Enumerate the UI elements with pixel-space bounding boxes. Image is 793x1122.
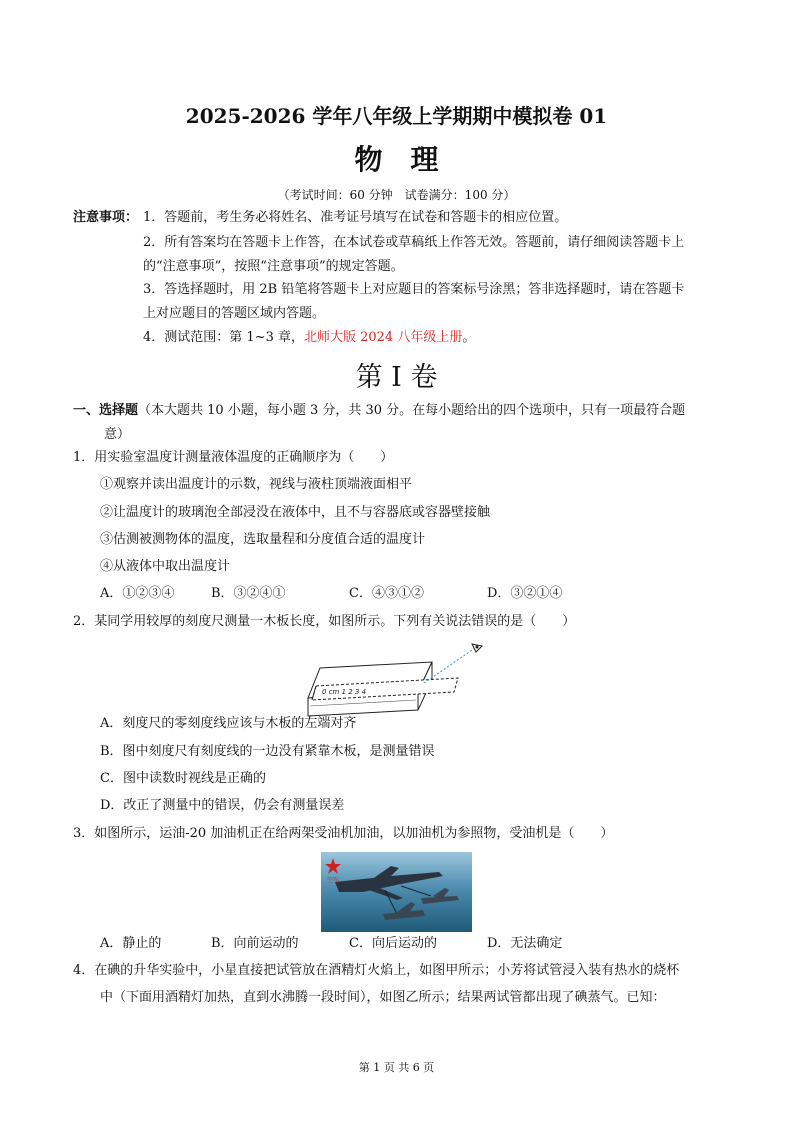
notice-item-3-line-2: 上对应题目的答题区域内答题。 <box>143 306 326 321</box>
notice-item-2-line-2: 的“注意事项”，按照“注意事项”的规定答题。 <box>143 259 404 274</box>
volume-title: 第 I 卷 <box>355 362 438 393</box>
question-3-option-c: C．向后运动的 <box>349 936 437 951</box>
notice-item-2-line-1: 2．所有答案均在答题卡上作答，在本试卷或草稿纸上作答无效。答题前，请仔细阅读答题卡上 <box>143 235 685 250</box>
question-1-stem: 1．用实验室温度计测量液体温度的正确顺序为（ ） <box>73 450 394 465</box>
refueling-photo <box>321 852 472 932</box>
question-1-step-2: ②让温度计的玻璃泡全部浸没在液体中，且不与容器底或容器壁接触 <box>100 505 491 520</box>
question-2-option-b: B．图中刻度尺有刻度线的一边没有紧靠木板，是测量错误 <box>100 744 435 759</box>
ruler-figure <box>306 640 488 720</box>
section-description: （本大题共 10 小题，每小题 3 分，共 30 分。在每小题给出的四个选项中，只有一项最符合题 <box>138 403 686 418</box>
section-heading-label: 一、选择题 <box>73 403 139 418</box>
logo-text: 空军 <box>327 877 340 884</box>
notice-item-4-suffix: 。 <box>462 330 476 345</box>
question-3-stem: 3．如图所示，运油-20 加油机正在给两架受油机加油，以加油机为参照物，受油机是（ ） <box>73 826 614 841</box>
question-2-option-a: A．刻度尺的零刻度线应该与木板的左端对齐 <box>100 716 357 731</box>
question-2-option-c: C．图中读数时视线是正确的 <box>100 771 266 786</box>
question-4-line-2: 中（下面用酒精灯加热，直到水沸腾一段时间），如图乙所示；结果两试管都出现了碘蒸气。已知： <box>100 990 666 1005</box>
notice-item-1: 1．答题前，考生务必将姓名、准考证号填写在试卷和答题卡的相应位置。 <box>143 210 568 225</box>
page-footer: 第 1 页 共 6 页 <box>358 1061 435 1074</box>
exam-title: 2025-2026 学年八年级上学期期中模拟卷 01 <box>185 104 608 128</box>
subject-title: 物理 <box>354 143 467 176</box>
exam-info: （考试时间：60 分钟 试卷满分：100 分） <box>277 188 516 202</box>
question-1-option-c: C．④③①② <box>349 586 424 601</box>
question-1-step-3: ③估测被测物体的温度，选取量程和分度值合适的温度计 <box>100 532 426 547</box>
question-2-stem: 2．某同学用较厚的刻度尺测量一木板长度，如图所示。下列有关说法错误的是（ ） <box>73 614 576 629</box>
question-2-option-d: D．改正了测量中的错误，仍会有测量误差 <box>100 798 345 813</box>
question-3-option-d: D．无法确定 <box>487 936 563 951</box>
notice-item-4-prefix: 4．测试范围：第 1~3 章， <box>143 330 304 345</box>
ruler-scale-text: 0 cm 1 2 3 4 <box>322 688 367 696</box>
question-1-step-4: ④从液体中取出温度计 <box>100 559 231 574</box>
question-1-step-1: ①观察并读出温度计的示数，视线与液柱顶端液面相平 <box>100 477 413 492</box>
section-description-line-2: 意） <box>104 427 131 442</box>
notice-item-4 <box>143 330 475 346</box>
question-4-line-1: 4．在碘的升华实验中，小星直接把试管放在酒精灯火焰上，如图甲所示；小芳将试管浸入装有热水的烧杯 <box>73 963 680 978</box>
section-heading <box>73 403 685 419</box>
notice-label: 注意事项： <box>73 210 139 225</box>
question-3-option-b: B．向前运动的 <box>211 936 299 951</box>
question-1-option-d: D．③②①④ <box>487 586 563 601</box>
notice-item-4-scope: 北师大版 2024 八年级上册 <box>303 330 463 345</box>
question-1-option-b: B．③②④① <box>211 586 286 601</box>
question-3-option-a: A．静止的 <box>100 936 162 951</box>
question-1-option-a: A．①②③④ <box>100 586 175 601</box>
notice-item-3-line-1: 3．答选择题时，用 2B 铅笔将答题卡上对应题目的答案标号涂黑；答非选择题时，请在答题卡 <box>143 282 685 297</box>
